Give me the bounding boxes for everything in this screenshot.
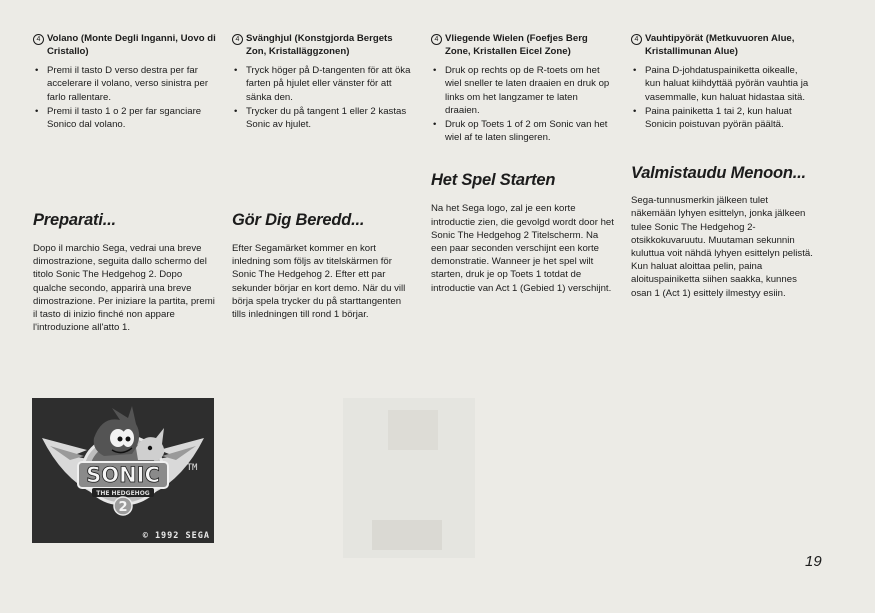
list-item: • Druk op rechts op de R-toets om het wiel sneller te laten draaien en druk op links om het langzamer te laten draaien. — [431, 64, 614, 117]
page-number: 19 — [805, 553, 822, 570]
logo-subtitle: THE HEDGEHOG — [96, 490, 150, 497]
bullet-list — [33, 64, 216, 131]
section-heading — [631, 33, 814, 58]
section-het-spel-starten — [431, 170, 614, 294]
heading-text: Vliegende Wielen (Foefjes Berg Zone, Kristallen Eicel Zone) — [445, 33, 588, 57]
list-item: • Premi il tasto 1 o 2 per far sganciare Sonico dal volano. — [33, 105, 216, 131]
list-item: • Paina painiketta 1 tai 2, kun haluat Sonicin poistuvan pyörän päältä. — [631, 105, 814, 131]
list-item: • Trycker du på tangent 1 eller 2 kastas Sonic av hjulet. — [232, 105, 415, 131]
circled-number-icon: 4 — [431, 34, 442, 45]
list-item: • Premi il tasto D verso destra per far accelerare il volano, verso sinistra per farlo rallentare. — [33, 64, 216, 104]
heading-text: Vauhtipyörät (Metkuvuoren Alue, Kristallimunan Alue) — [645, 33, 795, 57]
section-heading — [33, 33, 216, 58]
bleed-through-shadow — [388, 410, 438, 450]
section-title: Preparati... — [33, 211, 116, 229]
copyright-text: © 1992 SEGA — [142, 531, 210, 541]
section-body: Na het Sega logo, zal je een korte introductie zien, die gevolgd wordt door het Sonic The Hedgehog 2 Titelscherm. Na een paar seconden verschijnt een korte demonstratie. Wanneer je het spel wilt starten, druk je op Toets 1 totdat de introductie van Act 1 (Gebied 1) verschijnt. — [431, 203, 614, 294]
section-title: Valmistaudu Menoon... — [631, 164, 806, 183]
section-heading — [232, 33, 415, 58]
column-italian — [33, 33, 216, 334]
list-item: • Tryck höger på D-tangenten för att öka farten på hjulet eller vänster för att sänka den. — [232, 64, 415, 104]
logo-number: 2 — [118, 500, 128, 515]
list-item: • Paina D-johdatuspainiketta oikealle, kun haluat kiihdyttää pyörän vauhtia ja vasemmalle, kun haluat hidastaa sitä. — [631, 64, 814, 104]
bullet-list — [232, 64, 415, 131]
column-dutch — [431, 33, 614, 295]
bullet-list — [631, 64, 814, 131]
title-screen-screenshot — [32, 398, 214, 543]
section-title: Het Spel Starten — [431, 171, 556, 190]
section-preparati — [33, 210, 216, 334]
section-body: Efter Segamärket kommer en kort inledning som följs av titelskärmen för Sonic The Hedgehog 2. Efter ett par sekunder börjar en kort demo. När du vill börja spela trycker du på starttangenten tills inledningen till rond 1 börjar. — [232, 243, 406, 321]
section-body: Dopo il marchio Sega, vedrai una breve dimostrazione, seguita dallo schermo del titolo Sonic The Hedgehog 2. Dopo qualche secondo, apparirà una breve dimostrazione. Per iniziare la partita, premi il tasto di inizio finché non appare l'introduzione all'atto 1. — [33, 243, 215, 334]
logo-text: SONIC — [86, 463, 160, 487]
heading-text: Svänghjul (Konstgjorda Bergets Zon, Kristalläggzonen) — [246, 33, 393, 57]
circled-number-icon: 4 — [631, 34, 642, 45]
bleed-through-shadow — [372, 520, 442, 550]
list-item: • Druk op Toets 1 of 2 om Sonic van het wiel af te laten slingeren. — [431, 118, 614, 144]
circled-number-icon: 4 — [232, 34, 243, 45]
section-body: Sega-tunnusmerkin jälkeen tulet näkemään lyhyen esittelyn, jonka jälkeen tulee Sonic The Hedgehog 2-otsikkokuvaruutu. Muutaman sekunnin kuluttua voit nähdä lyhyen esittelyn pelistä. Kun haluat aloittaa pelin, paina aloituspainiketta siihen saakka, kunnes osan 1 (Act 1) esittely ilmestyy esiin. — [631, 195, 813, 299]
circled-number-icon: 4 — [33, 34, 44, 45]
title-screen-art — [32, 398, 214, 543]
heading-text: Volano (Monte Degli Inganni, Uovo di Cristallo) — [47, 33, 216, 57]
column-finnish — [631, 33, 814, 300]
section-gor-dig-beredd — [232, 210, 415, 321]
section-heading — [431, 33, 614, 58]
trademark: TM — [186, 463, 198, 473]
section-valmistaudu-menoon — [631, 163, 814, 300]
section-title: Gör Dig Beredd... — [232, 211, 365, 229]
column-swedish — [232, 33, 415, 321]
bullet-list — [431, 64, 614, 144]
